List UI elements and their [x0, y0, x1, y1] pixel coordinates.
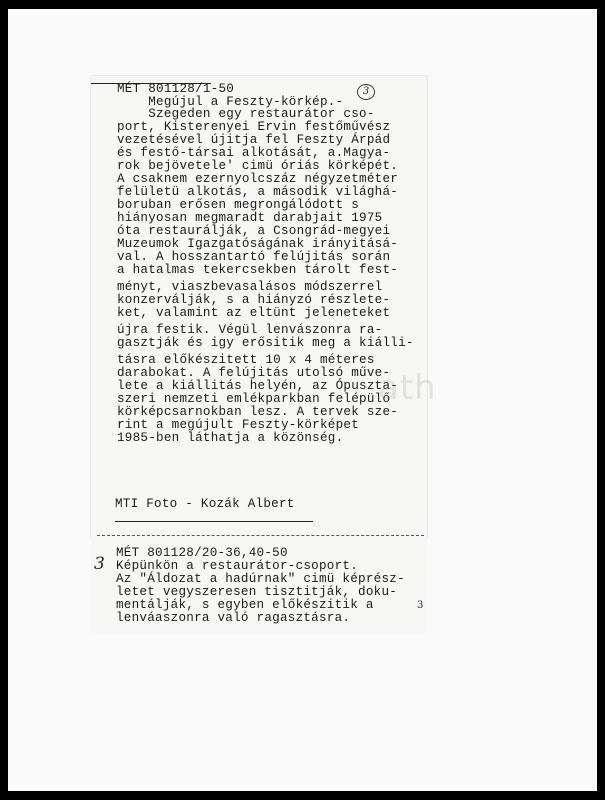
- caption-line: Az "Áldozat a hadúrnak" cimü képrész-: [116, 572, 405, 586]
- caption-line: lenváaszonra való ragasztásra.: [116, 611, 351, 625]
- photo-credit: MTI Foto - Kozák Albert: [115, 497, 295, 511]
- article-line: Megújul a Feszty-körkép.-: [117, 95, 344, 109]
- article-line: darabokat. A felújitás utolsó műve-: [117, 366, 391, 380]
- article-line: lete a kiállitás helyén, az Ópuszta-: [117, 379, 399, 393]
- article-line: Szegeden egy restaurátor cso-: [117, 107, 375, 121]
- article-line: gasztják és igy erősitik meg a kiálli-: [117, 336, 414, 350]
- caption-line: letet vegyszeresen tisztitják, doku-: [116, 585, 398, 599]
- article-line: port, Kisterenyei Ervin festőművész: [117, 120, 391, 134]
- article-line: ményt, viaszbevasalásos módszerrel: [117, 280, 383, 294]
- article-line: felületü alkotás, a második világhá-: [117, 185, 399, 199]
- separator-line: [97, 535, 424, 536]
- article-line: tásra előkészitett 10 x 4 méteres: [117, 353, 375, 367]
- circled-number: 3: [357, 84, 375, 100]
- article-line: körképcsarnokban lesz. A tervek sze-: [117, 405, 399, 419]
- article-line: A csaknem ezernyolcszáz négyzetméter: [117, 172, 399, 186]
- header-code: MÉT 801128/1-50: [117, 82, 235, 96]
- article-line: boruban erősen megrongálódott s: [117, 198, 360, 212]
- caption-code: MÉT 801128/20-36,40-50: [116, 546, 288, 560]
- article-line: konzerválják, s a hiányzó részlete-: [117, 293, 391, 307]
- caption-line: Képünkön a restaurátor-csoport.: [116, 559, 359, 573]
- article-line: és festő-társai alkotását, a.Magya-: [117, 146, 391, 160]
- article-line: rok bejövetele' cimü óriás körképét.: [117, 159, 399, 173]
- article-line: rint a megújult Feszty-körképet: [117, 418, 360, 432]
- article-line: szeri nemzeti emlékparkban felépülő: [117, 392, 391, 406]
- credit-underline: [115, 521, 313, 522]
- article-line: Muzeumok Igazgatóságának irányitásá-: [117, 237, 399, 251]
- article-line: val. A hosszantartó felújitás során: [117, 250, 391, 264]
- watermark: ath: [378, 368, 437, 408]
- article-line: a hatalmas tekercsekben tárolt fest-: [117, 263, 399, 277]
- article-line: hiányosan megmaradt darabjait 1975: [117, 211, 383, 225]
- article-line: 1985-ben láthatja a közönség.: [117, 431, 344, 445]
- article-line: újra festik. Végül lenvászonra ra-: [117, 323, 383, 337]
- margin-number: 3: [94, 554, 105, 574]
- article-line: ket, valamint az eltünt jeleneteket: [117, 306, 391, 320]
- caption-line: mentálják, s egyben előkészitik a: [116, 598, 374, 612]
- article-line: vezetésével újitja fel Feszty Árpád: [117, 133, 391, 147]
- article-line: óta restaurálják, a Csongrád-megyei: [117, 224, 391, 238]
- side-number: 3: [417, 600, 424, 611]
